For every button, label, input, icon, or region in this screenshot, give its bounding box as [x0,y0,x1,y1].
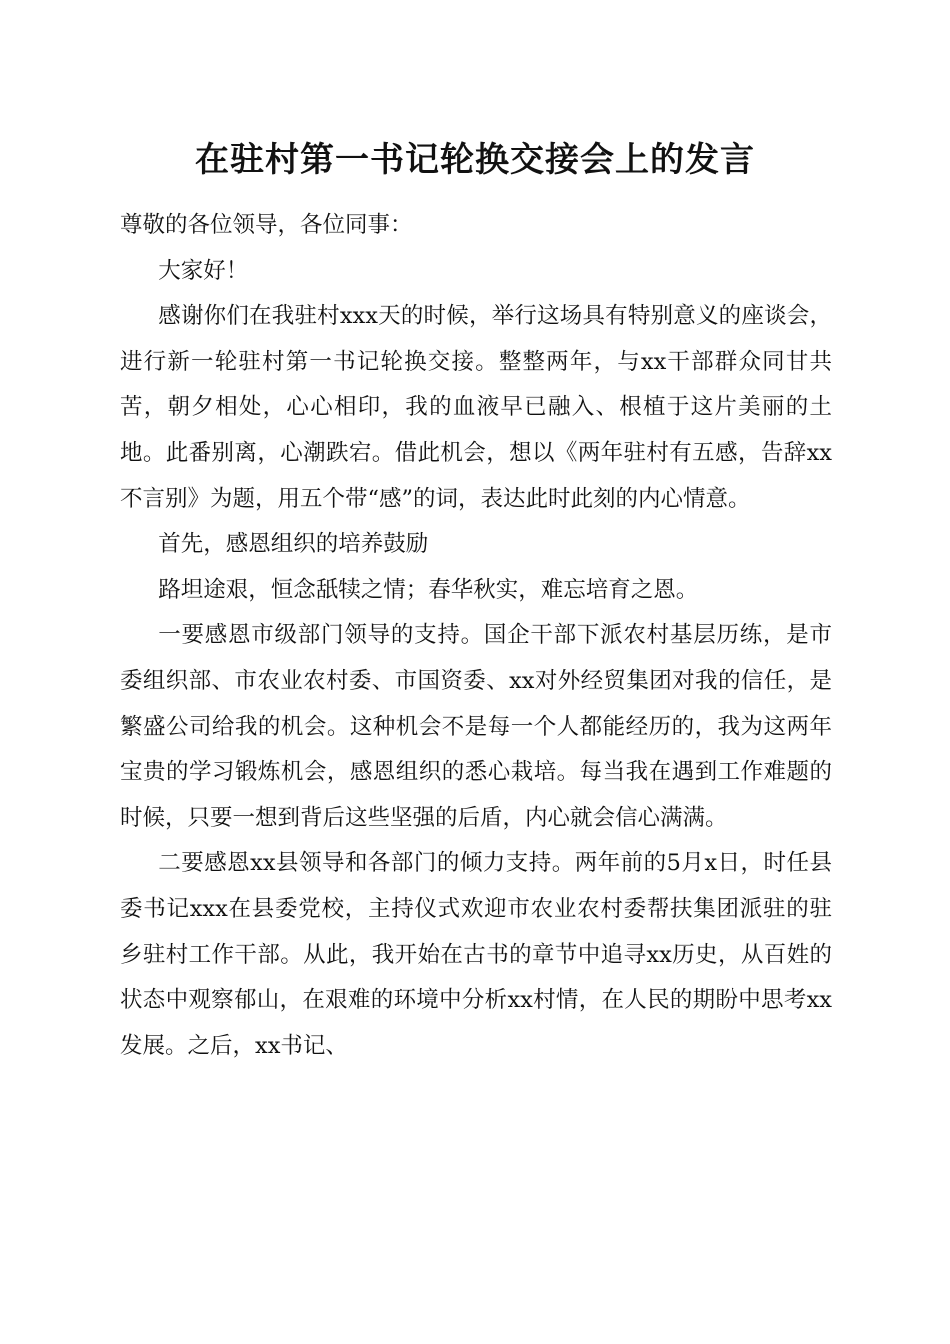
section-heading: 首先，感恩组织的培养鼓励 [158,531,429,558]
document-body [120,203,832,1069]
document-title: 在驻村第一书记轮换交接会上的发言 [195,140,755,180]
intro-paragraph: 感谢你们在我驻村xxx天的时候，举行这场具有特别意义的座谈会，进行新一轮驻村第一书记轮换交接。整整两年，与xx干部群众同甘共苦，朝夕相处，心心相印，我的血液早已融入、根植于这片美丽的土地。此番别离，心潮跌宕。借此机会，想以《两年驻村有五感，告辞xx不言别》为题，用五个带“感”的词，表达此时此刻的内心情意。 [120,303,832,512]
salutation: 尊敬的各位领导，各位同事： [120,212,413,238]
greeting-paragraph: 大家好！ [158,257,249,284]
paragraph-city-support: 一要感恩市级部门领导的支持。国企干部下派农村基层历练，是市委组织部、市农业农村委、市国资委、xx对外经贸集团对我的信任，是繁盛公司给我的机会。这种机会不是每一个人都能经历的，我为这两年宝贵的学习锻炼机会，感恩组织的悉心栽培。每当我在遇到工作难题的时候，只要一想到背后这些坚强的后盾，内心就会信心满满。 [120,622,832,831]
paragraph-county-support: 二要感恩xx县领导和各部门的倾力支持。两年前的5月x日，时任县委书记xxx在县委党校，主持仪式欢迎市农业农村委帮扶集团派驻的驻乡驻村工作干部。从此，我开始在古书的章节中追寻xx历史，从百姓的状态中观察郁山，在艰难的环境中分析xx村情，在人民的期盼中思考xx发展。之后，xx书记、 [120,850,832,1059]
couplet-paragraph: 路坦途艰，恒念舐犊之情；春华秋实，难忘培育之恩。 [158,576,699,603]
